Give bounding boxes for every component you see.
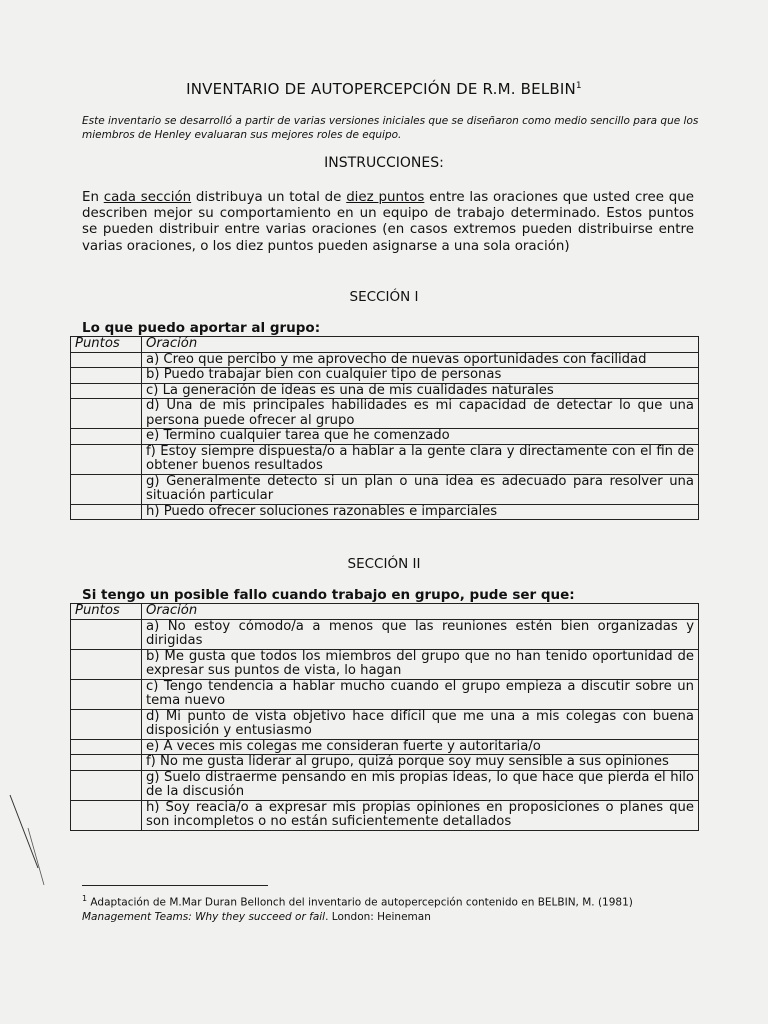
instructions-heading: INSTRUCCIONES: — [324, 155, 444, 171]
sentence-cell: a) No estoy cómodo/a a menos que las reuniones estén bien organizadas y dirigidas — [142, 619, 699, 649]
section-2-label: Si tengo un posible fallo cuando trabajo en grupo, pude ser que: — [82, 587, 575, 603]
footnote-text-1: Adaptación de M.Mar Duran Bellonch del inventario de autopercepción contenido en BELBIN, M. (1981) — [87, 896, 633, 909]
sentence-cell: d) Mi punto de vista objetivo hace difícil que me una a mis colegas con buena disposición y entusiasmo — [142, 709, 699, 739]
sentence-cell: e) Termino cualquier tarea que he comenzado — [142, 429, 699, 445]
points-cell[interactable] — [71, 444, 142, 474]
table-row — [71, 429, 699, 445]
points-cell[interactable] — [71, 800, 142, 830]
table-row — [71, 368, 699, 384]
points-cell[interactable] — [71, 679, 142, 709]
sentence-cell: g) Suelo distraerme pensando en mis propias ideas, lo que hace que pierda el hilo de la discusión — [142, 770, 699, 800]
sentence-cell: c) Tengo tendencia a hablar mucho cuando el grupo empieza a discutir sobre un tema nuevo — [142, 679, 699, 709]
footnote-text-2: . London: Heineman — [325, 911, 431, 923]
instr-underline-1: cada sección — [103, 190, 192, 205]
intro-paragraph: Este inventario se desarrolló a partir de varias versiones iniciales que se diseñaron como medio sencillo para que los miembros de Henley evaluaran sus mejores roles de equipo. — [82, 115, 699, 141]
points-column-header: Puntos — [71, 337, 142, 353]
points-cell[interactable] — [71, 504, 142, 520]
table-row — [71, 709, 699, 739]
instr-text-1: En — [82, 190, 104, 205]
table-row — [71, 770, 699, 800]
table-row — [71, 679, 699, 709]
sentence-cell: e) A veces mis colegas me consideran fuerte y autoritaria/o — [142, 739, 699, 755]
instructions-paragraph — [82, 190, 694, 255]
points-cell[interactable] — [71, 619, 142, 649]
section-1-label: Lo que puedo aportar al grupo: — [82, 320, 321, 336]
section-2-table — [70, 603, 699, 831]
table-row — [71, 649, 699, 679]
sentence-cell: h) Puedo ofrecer soluciones razonables e imparciales — [142, 504, 699, 520]
footnote-book-title: Management Teams: Why they succeed or fail — [82, 911, 326, 923]
points-cell[interactable] — [71, 352, 142, 368]
table-row — [71, 755, 699, 771]
sentence-cell: f) No me gusta liderar al grupo, quizá porque soy muy sensible a sus opiniones — [142, 755, 699, 771]
points-cell[interactable] — [71, 383, 142, 399]
points-cell[interactable] — [71, 474, 142, 504]
points-cell[interactable] — [71, 649, 142, 679]
sentence-cell: a) Creo que percibo y me aprovecho de nuevas oportunidades con facilidad — [142, 352, 699, 368]
table-row — [71, 800, 699, 830]
table-row — [71, 352, 699, 368]
section-1-heading: SECCIÓN I — [349, 289, 419, 305]
table-row — [71, 444, 699, 474]
sentence-column-header: Oración — [142, 337, 699, 353]
footnote — [82, 892, 694, 925]
instr-text-2: distribuya un total de — [191, 190, 347, 205]
table-row — [71, 619, 699, 649]
sentence-cell: b) Puedo trabajar bien con cualquier tipo de personas — [142, 368, 699, 384]
title-footnote-mark: 1 — [575, 81, 582, 91]
sentence-cell: d) Una de mis principales habilidades es mi capacidad de detectar lo que una persona puede ofrecer al grupo — [142, 399, 699, 429]
sentence-cell: f) Estoy siempre dispuesta/o a hablar a la gente clara y directamente con el fin de obtener buenos resultados — [142, 444, 699, 474]
instr-underline-2: diez puntos — [346, 190, 425, 205]
table-row — [71, 399, 699, 429]
sentence-cell: g) Generalmente detecto si un plan o una idea es adecuado para resolver una situación particular — [142, 474, 699, 504]
instr-text-3: entre las oraciones que usted cree que describen mejor su comportamiento en un equipo de trabajo determinado. Estos puntos se pueden distribuir entre varias oraciones (en casos extremos pueden distribuirse entre varias oraciones, o los diez puntos pueden asignarse a una sola oración) — [82, 190, 694, 254]
table-header-row — [71, 604, 699, 620]
table-row — [71, 474, 699, 504]
points-cell[interactable] — [71, 755, 142, 771]
points-cell[interactable] — [71, 770, 142, 800]
table-row — [71, 739, 699, 755]
footnote-rule — [82, 885, 268, 886]
sentence-cell: h) Soy reacia/o a expresar mis propias opiniones en proposiciones o planes que son incompletos o no están suficientemente detallados — [142, 800, 699, 830]
points-cell[interactable] — [71, 429, 142, 445]
points-cell[interactable] — [71, 399, 142, 429]
footnote-mark: 1 — [82, 894, 88, 903]
page-title — [0, 80, 768, 98]
sentence-cell: c) La generación de ideas es una de mis cualidades naturales — [142, 383, 699, 399]
table-header-row — [71, 337, 699, 353]
points-cell[interactable] — [71, 368, 142, 384]
scan-artifact-lines — [0, 0, 80, 1024]
title-text: INVENTARIO DE AUTOPERCEPCIÓN DE R.M. BELBIN — [186, 80, 576, 98]
points-cell[interactable] — [71, 739, 142, 755]
sentence-cell: b) Me gusta que todos los miembros del grupo que no han tenido oportunidad de expresar sus puntos de vista, lo hagan — [142, 649, 699, 679]
points-column-header: Puntos — [71, 604, 142, 620]
section-2-heading: SECCIÓN II — [347, 556, 421, 572]
sentence-column-header: Oración — [142, 604, 699, 620]
section-1-table — [70, 336, 699, 520]
points-cell[interactable] — [71, 709, 142, 739]
table-row — [71, 504, 699, 520]
table-row — [71, 383, 699, 399]
